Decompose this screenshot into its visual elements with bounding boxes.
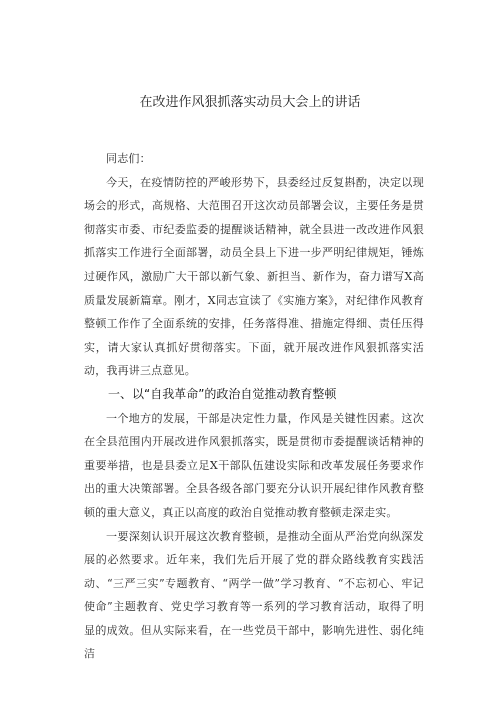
document-title: 在改进作风狠抓落实动员大会上的讲话 [139, 95, 361, 110]
section-paragraph: 一个地方的发展，干部是决定性力量，作风是关键性因素。这次在全县范围内开展改进作风狠抓落实，既是贯彻市委提醒谈话精神的重要举措，也是县委立足X干部队伍建设实际和改革发展任务要求作出的重大决策部署。全县各级各部门要充分认识开展纪律作风教育整顿的重大意义，真正以高度的政治自觉推动教育整顿走深走实。 [84, 411, 424, 519]
document-body [84, 147, 424, 666]
intro-paragraph: 今天，在疫情防控的严峻形势下，县委经过反复斟酌，决定以现场会的形式，高规格、大范围召开这次动员部署会议，主要任务是贯彻落实市委、市纪委监委的提醒谈话精神，就全县进一改改进作风狠抓落实工作进行全面部署，动员全县上下进一步严明纪律规矩，锤炼过硬作风，激励广大干部以新气象、新担当、新作为，奋力谱写X高质量发展新篇章。刚才，X同志宣读了《实施方案》，对纪律作风教育整顿工作作了全面系统的安排，任务落得准、措施定得细、责任压得实，请大家认真抓好贯彻落实。下面，就开展改进作风狠抓落实活动，我再讲三点意见。 [84, 175, 424, 378]
salutation: 同志们： [106, 152, 151, 165]
section-paragraph: 一要深刻认识开展这次教育整顿，是推动全面从严治党向纵深发展的必然要求。近年来，我们先后开展了党的群众路线教育实践活动、“三严三实”专题教育、“两学一做”学习教育、“不忘初心、牢记使命”主题教育、党史学习教育等一系列的学习教育活动，取得了明显的成效。但从实际来看，在一些党员干部中，影响先进性、弱化纯洁 [84, 529, 424, 661]
section-heading: 一、以“自我革命”的政治自觉推动教育整顿 [108, 386, 337, 401]
